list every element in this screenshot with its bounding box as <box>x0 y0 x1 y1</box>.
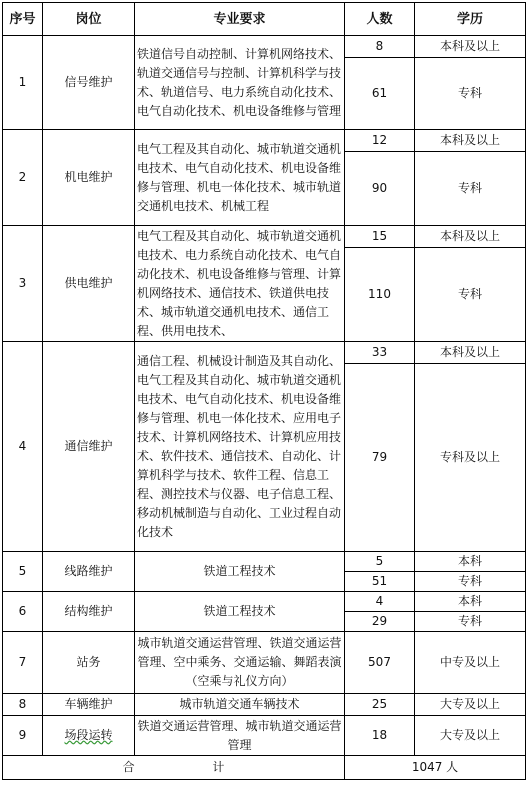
row-major: 铁道信号自动控制、计算机网络技术、轨道交通信号与控制、计算机科学与技术、轨道信号、电力系统自动化技术、电气自动化技术、机电设备维修与管理 <box>135 36 345 130</box>
total-label-left: 合 <box>122 760 135 774</box>
row-major: 铁道交通运营管理、城市轨道交通运营管理 <box>135 716 345 756</box>
row-count: 90 <box>345 152 415 226</box>
header-count: 人数 <box>345 3 415 36</box>
row-count: 29 <box>345 612 415 632</box>
row-major: 电气工程及其自动化、城市轨道交通机电技术、电气自动化技术、机电设备维修与管理、机电一体化技术、城市轨道交通机电技术、机械工程 <box>135 130 345 226</box>
header-major: 专业要求 <box>135 3 345 36</box>
row-post: 机电维护 <box>43 130 135 226</box>
row-education: 专科 <box>415 612 526 632</box>
row-education: 中专及以上 <box>415 632 526 694</box>
row-post: 信号维护 <box>43 36 135 130</box>
row-post: 车辆维护 <box>43 694 135 716</box>
table-row <box>3 632 526 694</box>
table-row <box>3 552 526 572</box>
row-post <box>43 716 135 756</box>
row-education: 大专及以上 <box>415 716 526 756</box>
row-no: 8 <box>3 694 43 716</box>
row-education: 专科 <box>415 58 526 130</box>
row-education: 专科 <box>415 248 526 342</box>
row-no: 2 <box>3 130 43 226</box>
row-no: 9 <box>3 716 43 756</box>
row-count: 79 <box>345 364 415 552</box>
row-education: 本科及以上 <box>415 36 526 58</box>
row-no: 5 <box>3 552 43 592</box>
row-post: 线路维护 <box>43 552 135 592</box>
row-major: 铁道工程技术 <box>135 552 345 592</box>
row-post-text: 场段运转 <box>64 728 113 742</box>
row-major: 城市轨道交通运营管理、铁道交通运营管理、空中乘务、交通运输、舞蹈表演（空乘与礼仪方向） <box>135 632 345 694</box>
table-row <box>3 130 526 152</box>
header-education: 学历 <box>415 3 526 36</box>
table-row <box>3 694 526 716</box>
row-count: 110 <box>345 248 415 342</box>
table-row <box>3 342 526 364</box>
row-count: 51 <box>345 572 415 592</box>
row-education: 专科 <box>415 152 526 226</box>
table-row <box>3 716 526 756</box>
row-major: 铁道工程技术 <box>135 592 345 632</box>
table-row <box>3 36 526 58</box>
table-row <box>3 592 526 612</box>
row-count: 18 <box>345 716 415 756</box>
header-post: 岗位 <box>43 3 135 36</box>
row-no: 6 <box>3 592 43 632</box>
header-no: 序号 <box>3 3 43 36</box>
row-education: 专科 <box>415 572 526 592</box>
row-major: 通信工程、机械设计制造及其自动化、电气工程及其自动化、城市轨道交通机电技术、电气自动化技术、机电设备维修与管理、机电一体化技术、应用电子技术、计算机网络技术、计算机应用技术、软件技术、通信技术、自动化、计算机科学与技术、软件工程、信息工程、测控技术与仪器、电子信息工程、移动机械制造与自动化、工业过程自动化技术 <box>135 342 345 552</box>
row-post: 站务 <box>43 632 135 694</box>
row-no: 3 <box>3 226 43 342</box>
row-count: 507 <box>345 632 415 694</box>
row-post: 供电维护 <box>43 226 135 342</box>
row-major: 城市轨道交通车辆技术 <box>135 694 345 716</box>
row-count: 4 <box>345 592 415 612</box>
row-education: 本科及以上 <box>415 226 526 248</box>
row-count: 33 <box>345 342 415 364</box>
row-count: 61 <box>345 58 415 130</box>
total-value: 1047 人 <box>345 756 526 780</box>
row-major: 电气工程及其自动化、城市轨道交通机电技术、电力系统自动化技术、电气自动化技术、机电设备维修与管理、计算机网络技术、通信技术、铁道供电技术、城市轨道交通机电技术、通信工程、供用电技术、 <box>135 226 345 342</box>
row-education: 本科及以上 <box>415 342 526 364</box>
row-no: 4 <box>3 342 43 552</box>
row-count: 15 <box>345 226 415 248</box>
row-post: 结构维护 <box>43 592 135 632</box>
row-no: 7 <box>3 632 43 694</box>
total-label <box>3 756 345 780</box>
row-education: 本科及以上 <box>415 130 526 152</box>
row-count: 25 <box>345 694 415 716</box>
total-label-right: 计 <box>212 760 225 774</box>
row-count: 5 <box>345 552 415 572</box>
table-header-row <box>3 3 526 36</box>
total-row <box>3 756 526 780</box>
table-row <box>3 226 526 248</box>
recruitment-table <box>2 2 526 780</box>
row-no: 1 <box>3 36 43 130</box>
row-count: 12 <box>345 130 415 152</box>
row-education: 专科及以上 <box>415 364 526 552</box>
row-post: 通信维护 <box>43 342 135 552</box>
row-education: 本科 <box>415 592 526 612</box>
row-count: 8 <box>345 36 415 58</box>
row-education: 本科 <box>415 552 526 572</box>
row-education: 大专及以上 <box>415 694 526 716</box>
